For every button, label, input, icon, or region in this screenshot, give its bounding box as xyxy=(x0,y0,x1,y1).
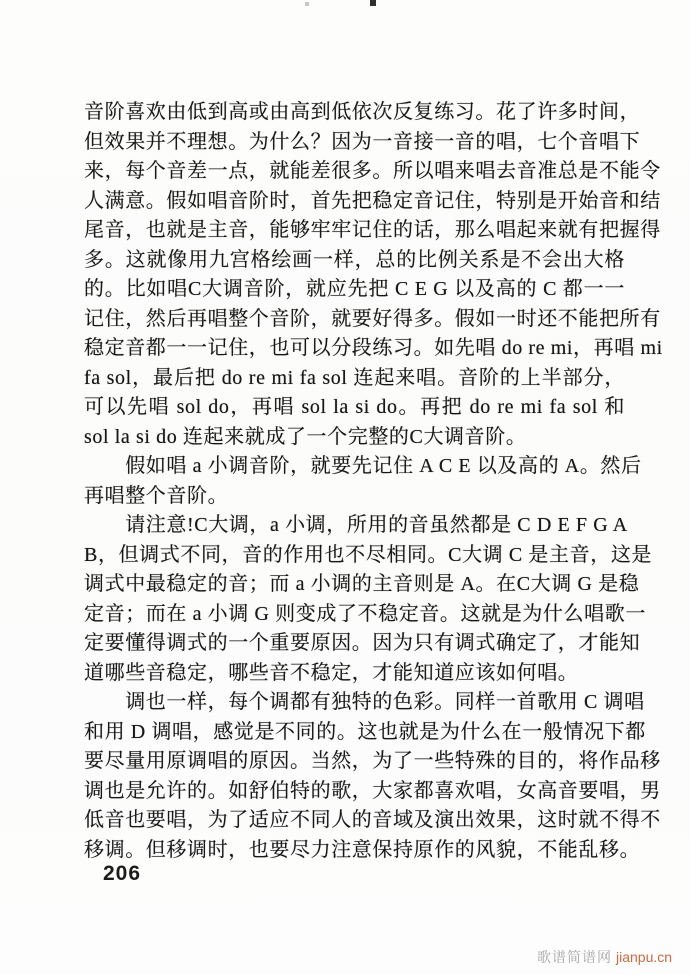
text-line: 定音；而在 a 小调 G 则变成了不稳定音。这就是为什么唱歌一 xyxy=(84,602,646,625)
text-line: 假如唱 a 小调音阶，就要先记住 A C E 以及高的 A。然后 xyxy=(84,455,642,477)
text-line: 来，每个音差一点，就能差很多。所以唱来唱去音准总是不能令 xyxy=(84,160,661,182)
watermark-site-name: 歌谱简谱网 xyxy=(537,949,612,965)
text-line: 要尽量用原调唱的原因。当然，为了一些特殊的目的，将作品移 xyxy=(84,750,661,772)
text-line: B，但调式不同，音的作用也不尽相同。C大调 C 是主音，这是 xyxy=(84,543,653,566)
text-line: 定要懂得调式的一个重要原因。因为只有调式确定了，才能知 xyxy=(84,632,641,654)
text-line: 稳定音都一一记住，也可以分段练习。如先唱 do re mi，再唱 mi xyxy=(84,337,663,359)
text-line: 尾音，也就是主音，能够牢牢记住的话，那么唱起来就有把握得 xyxy=(84,219,661,241)
watermark-site-url: jianpu.cn xyxy=(616,949,673,965)
text-line: 调也是允许的。如舒伯特的歌，大家都喜欢唱，女高音要唱，男 xyxy=(84,779,661,802)
text-line: 可以先唱 sol do，再唱 sol la si do。再把 do re mi fa sol 和 xyxy=(84,396,625,418)
text-line: 低音也要唱，为了适应不同人的音域及演出效果，这时就不得不 xyxy=(84,809,661,831)
text-line: 再唱整个音阶。 xyxy=(84,484,229,507)
text-line: 请注意!C大调，a 小调，所用的音虽然都是 C D E F G A xyxy=(84,514,628,536)
text-line: 调也一样，每个调都有独特的色彩。同样一首歌用 C 调唱 xyxy=(84,691,645,713)
text-line: 调式中最稳定的音；而 a 小调的主音则是 A。在C大调 G 是稳 xyxy=(84,573,640,595)
page-number: 206 xyxy=(103,862,142,885)
scan-artifact xyxy=(305,2,309,6)
text-line: 多。这就像用九宫格绘画一样，总的比例关系是不会出大格 xyxy=(84,248,625,271)
text-line: 但效果并不理想。为什么？因为一音接一音的唱，七个音唱下 xyxy=(84,130,641,153)
text-line: 移调。但移调时，也要尽力注意保持原作的风貌，不能乱移。 xyxy=(84,838,641,861)
text-line: sol la si do 连起来就成了一个完整的C大调音阶。 xyxy=(84,425,527,448)
text-line: 人满意。假如唱音阶时，首先把稳定音记住，特别是开始音和结 xyxy=(84,189,661,212)
text-line: 记住，然后再唱整个音阶，就要好得多。假如一时还不能把所有 xyxy=(84,307,661,330)
text-line: 音阶喜欢由低到高或由高到低依次反复练习。花了许多时间， xyxy=(84,101,641,123)
scan-artifact xyxy=(370,0,376,6)
body-text xyxy=(84,98,663,865)
text-line: 和用 D 调唱，感觉是不同的。这也就是为什么在一般情况下都 xyxy=(84,720,646,743)
text-line: 道哪些音稳定，哪些音不稳定，才能知道应该如何唱。 xyxy=(84,661,579,684)
text-line: 的。比如唱C大调音阶，就应先把 C E G 以及高的 C 都一一 xyxy=(84,278,625,300)
watermark xyxy=(537,948,672,966)
text-line: fa sol，最后把 do re mi fa sol 连起来唱。音阶的上半部分， xyxy=(84,366,625,389)
